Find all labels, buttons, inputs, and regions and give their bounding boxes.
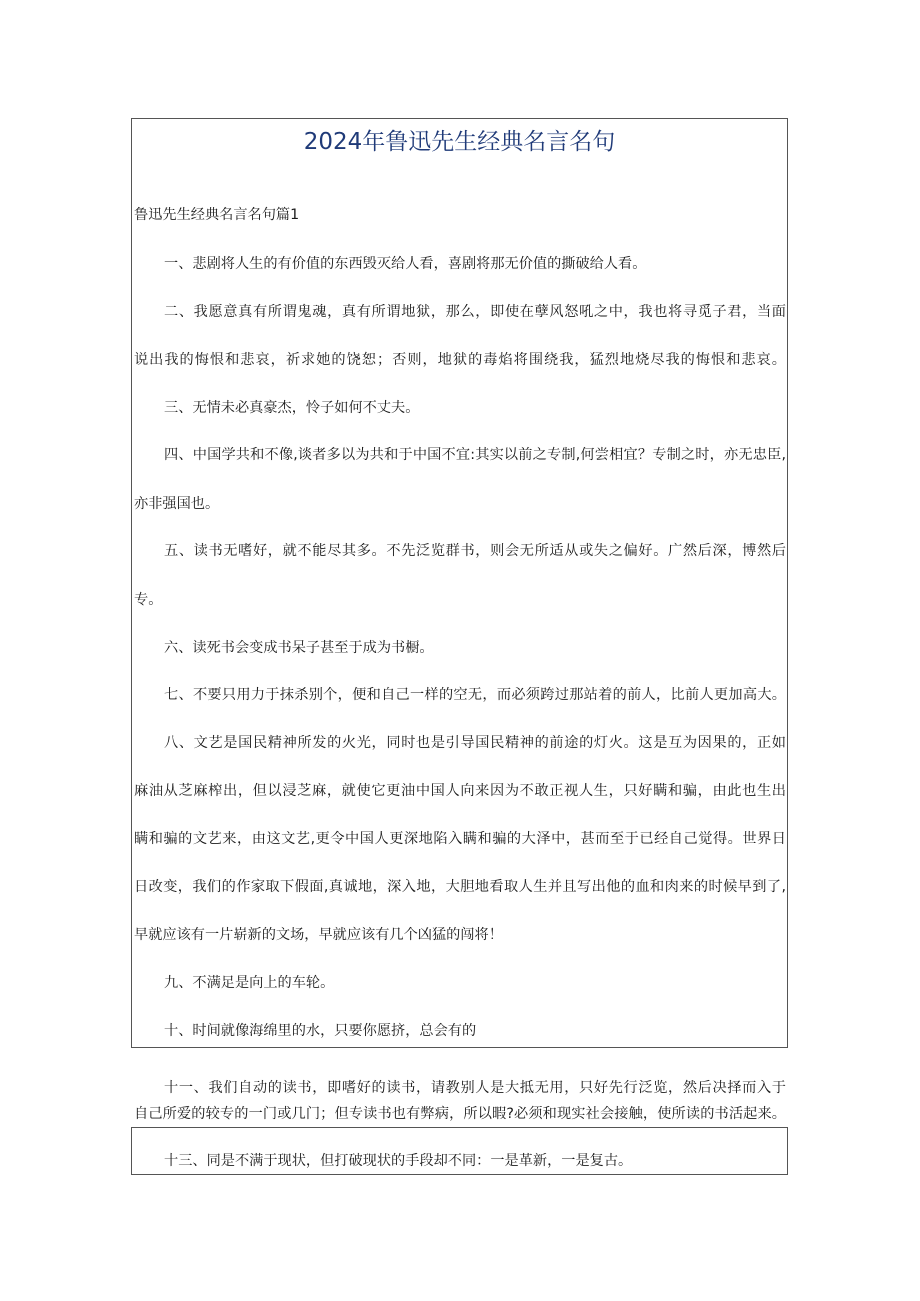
quote-2-line-1: 二、我愿意真有所谓鬼魂，真有所谓地狱，那么，即使在孽风怒吼之中，我也将寻觅子君，当面: [164, 304, 786, 320]
quote-8-line-2: 麻油从芝麻榨出，但以浸芝麻，就使它更油中国人向来因为不敢正视人生，只好瞒和骗，由此也生出: [134, 783, 786, 799]
section-heading: 鲁迅先生经典名言名句篇1: [134, 207, 300, 223]
quote-8-line-1: 八、文艺是国民精神所发的火光，同时也是引导国民精神的前途的灯火。这是互为因果的，正如: [164, 735, 786, 751]
quote-7: 七、不要只用力于抹杀别个，便和自己一样的空无，而必须跨过那站着的前人，比前人更加高大。: [164, 687, 786, 703]
quote-8-line-5: 早就应该有一片崭新的文场，早就应该有几个凶猛的闯将！: [134, 927, 503, 943]
quote-8-line-4: 日改变，我们的作家取下假面,真诚地，深入地，大胆地看取人生并且写出他的血和肉来的时候早到了,: [134, 879, 786, 895]
quote-4-line-2: 亦非强国也。: [134, 496, 220, 512]
quote-13: 十三、同是不满于现状，但打破现状的手段却不同：一是革新，一是复古。: [164, 1153, 633, 1169]
quote-9: 九、不满足是向上的车轮。: [164, 975, 335, 991]
quote-5-line-2: 专。: [134, 592, 163, 608]
quote-8-line-3: 瞒和骗的文艺来，由这文艺,更令中国人更深地陷入瞒和骗的大泽中，甚而至于已经自己觉得。世界日: [134, 831, 786, 847]
quote-10: 十、时间就像海绵里的水，只要你愿挤，总会有的: [164, 1023, 477, 1039]
quote-3: 三、无情未必真豪杰，怜子如何不丈夫。: [164, 400, 420, 416]
quote-6: 六、读死书会变成书呆子甚至于成为书橱。: [164, 640, 434, 656]
quote-4-line-1: 四、中国学共和不像,谈者多以为共和于中国不宜:其实以前之专制,何尝相宜？专制之时，亦无忠臣,: [164, 447, 786, 463]
document-title: 2024年鲁迅先生经典名言名句: [303, 129, 616, 155]
quote-5-line-1: 五、读书无嗜好，就不能尽其多。不先泛览群书，则会无所适从或失之偏好。广然后深，博然后: [164, 543, 786, 559]
quote-1: 一、悲剧将人生的有价值的东西毁灭给人看，喜剧将那无价值的撕破给人看。: [164, 256, 647, 272]
quote-11-line-1: 十一、我们自动的读书，即嗜好的读书，请教别人是大抵无用，只好先行泛览，然后决择而入于: [164, 1080, 786, 1096]
quote-11-line-2: 自己所爱的较专的一门或几门；但专读书也有弊病，所以暇?必须和现实社会接触，使所读的书活起来。: [134, 1106, 786, 1122]
quote-2-line-2: 说出我的悔恨和悲哀，祈求她的饶恕；否则，地狱的毒焰将围绕我，猛烈地烧尽我的悔恨和悲哀。: [134, 352, 786, 368]
